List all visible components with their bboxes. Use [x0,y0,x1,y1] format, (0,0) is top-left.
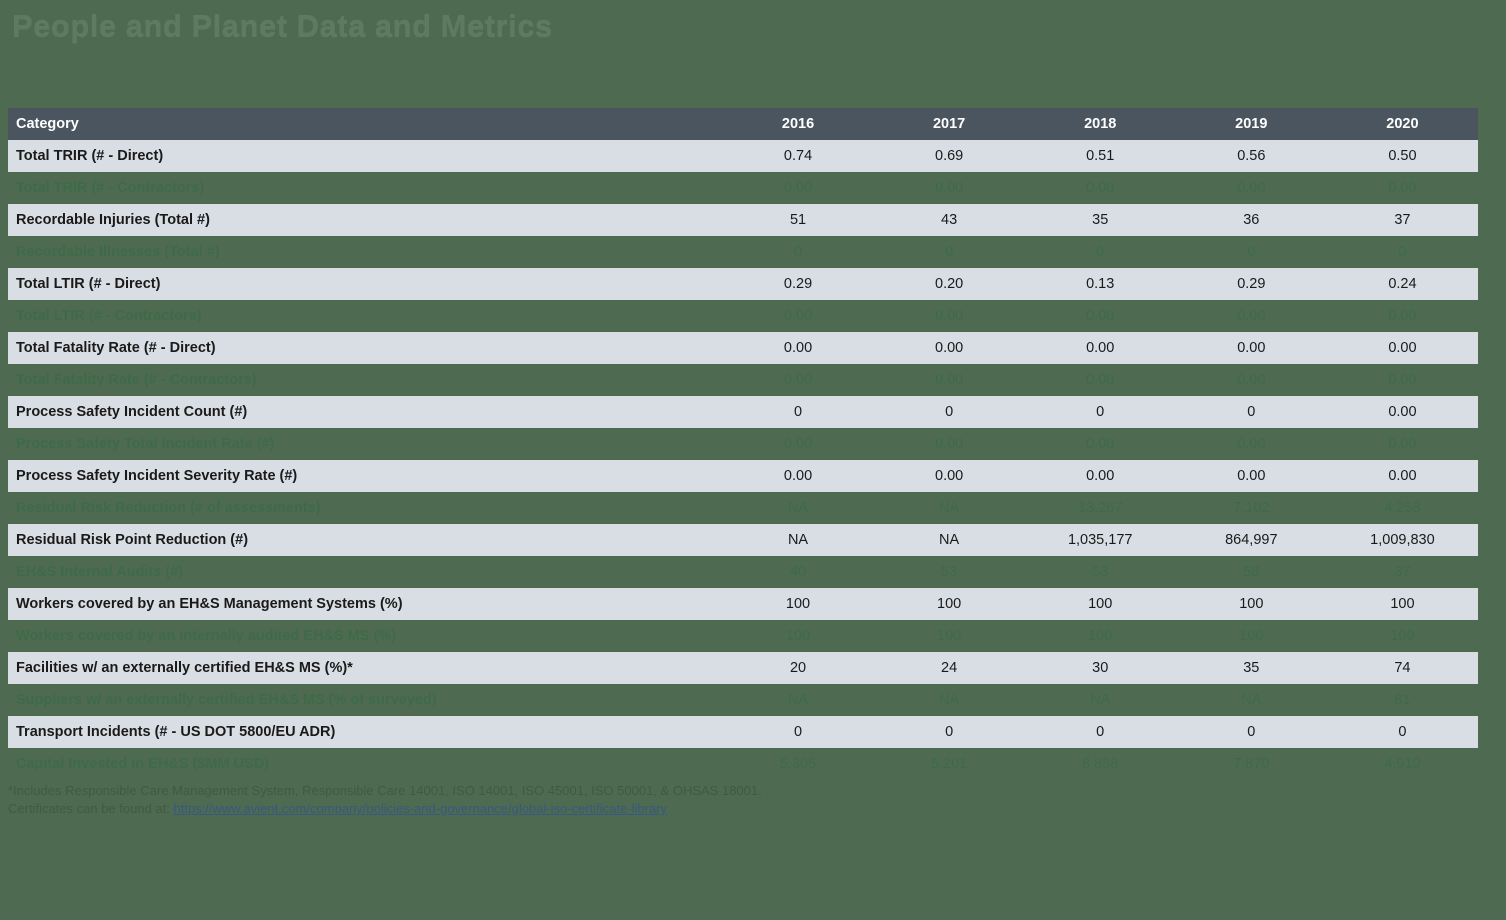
row-value-cell: 0 [874,396,1025,428]
row-value-cell: NA [874,492,1025,524]
table-row [8,556,1478,588]
row-value-cell: 0 [722,716,873,748]
table-row [8,588,1478,620]
row-value-cell: 0.00 [874,172,1025,204]
row-category-label: Process Safety Total Incident Rate (#) [8,428,722,460]
table-header [8,108,1478,140]
row-value-cell: 0 [1176,236,1327,268]
row-value-cell: 0.00 [1327,364,1478,396]
table-row [8,332,1478,364]
row-value-cell: 0.00 [874,460,1025,492]
row-value-cell: 0.00 [1327,332,1478,364]
table-row [8,428,1478,460]
row-value-cell: 37 [1327,556,1478,588]
row-category-label: Workers covered by an EH&S Management Systems (%) [8,588,722,620]
row-value-cell: NA [722,684,873,716]
row-category-label: Facilities w/ an externally certified EH&S MS (%)* [8,652,722,684]
row-category-label: Capital Invested in EH&S ($MM USD) [8,748,722,780]
row-value-cell: 0.00 [874,364,1025,396]
table-row [8,684,1478,716]
row-value-cell: 0.29 [1176,268,1327,300]
row-value-cell: 0.00 [874,332,1025,364]
row-value-cell: 5.201 [874,748,1025,780]
row-value-cell: 0 [722,236,873,268]
row-value-cell: 0.74 [722,140,873,172]
row-value-cell: 100 [722,588,873,620]
row-category-label: Residual Risk Point Reduction (#) [8,524,722,556]
table-row [8,172,1478,204]
row-value-cell: 0.00 [1327,300,1478,332]
row-category-label: Workers covered by an internally audited EH&S MS (%) [8,620,722,652]
row-value-cell: 100 [874,588,1025,620]
row-value-cell: 100 [722,620,873,652]
footnotes [8,782,1108,818]
table-row [8,396,1478,428]
row-value-cell: 20 [722,652,873,684]
row-value-cell: 0.00 [1327,428,1478,460]
table-row [8,268,1478,300]
table-row [8,204,1478,236]
row-category-label: Transport Incidents (# - US DOT 5800/EU ADR) [8,716,722,748]
footnote-line-2 [8,800,1108,818]
row-value-cell: 0.00 [1025,332,1176,364]
row-value-cell: 0 [874,716,1025,748]
row-category-label: Recordable Injuries (Total #) [8,204,722,236]
column-header-2019: 2019 [1176,108,1327,140]
row-category-label: Residual Risk Reduction (# of assessments) [8,492,722,524]
row-value-cell: 51 [722,204,873,236]
row-value-cell: 0 [722,396,873,428]
row-value-cell: 4,258 [1327,492,1478,524]
row-value-cell: 100 [1327,588,1478,620]
column-header-2018: 2018 [1025,108,1176,140]
row-value-cell: 0.00 [1025,172,1176,204]
table-body [8,140,1478,780]
row-value-cell: 0.00 [1176,460,1327,492]
row-value-cell: 0.00 [722,364,873,396]
row-value-cell: 100 [1176,588,1327,620]
row-value-cell: 0.00 [1176,428,1327,460]
table-row [8,524,1478,556]
row-value-cell: 0.69 [874,140,1025,172]
row-category-label: Process Safety Incident Severity Rate (#) [8,460,722,492]
row-value-cell: 0.50 [1327,140,1478,172]
row-value-cell: 0 [1025,396,1176,428]
column-header-2017: 2017 [874,108,1025,140]
row-category-label: Total LTIR (# - Contractors) [8,300,722,332]
row-value-cell: 13,267 [1025,492,1176,524]
column-header-2016: 2016 [722,108,873,140]
row-value-cell: 43 [874,204,1025,236]
row-value-cell: 0.00 [722,460,873,492]
row-value-cell: 100 [874,620,1025,652]
row-category-label: Total Fatality Rate (# - Contractors) [8,364,722,396]
row-value-cell: 0.00 [874,428,1025,460]
row-value-cell: NA [874,524,1025,556]
table-row [8,364,1478,396]
row-value-cell: 37 [1327,204,1478,236]
table-header-row [8,108,1478,140]
row-value-cell: 100 [1176,620,1327,652]
row-value-cell: 58 [1176,556,1327,588]
row-value-cell: 0 [1176,396,1327,428]
table-row [8,460,1478,492]
metrics-table [8,108,1478,780]
row-value-cell: 53 [874,556,1025,588]
row-category-label: EH&S Internal Audits (#) [8,556,722,588]
row-value-cell: 1,009,830 [1327,524,1478,556]
page-title: People and Planet Data and Metrics [12,8,553,43]
row-value-cell: 0.00 [1176,332,1327,364]
row-value-cell: 0.00 [1176,172,1327,204]
footnote-line-1: *Includes Responsible Care Management System, Responsible Care 14001, ISO 14001, ISO 45001, ISO 50001, & OHSAS 18001. [8,783,762,798]
row-value-cell: 0.56 [1176,140,1327,172]
row-value-cell: 0.00 [874,300,1025,332]
row-value-cell: 100 [1025,588,1176,620]
row-category-label: Total TRIR (# - Direct) [8,140,722,172]
row-value-cell: 53 [1025,556,1176,588]
row-value-cell: 35 [1176,652,1327,684]
row-value-cell: 0.20 [874,268,1025,300]
row-value-cell: 0.00 [1327,396,1478,428]
row-value-cell: 24 [874,652,1025,684]
row-value-cell: 0.24 [1327,268,1478,300]
row-value-cell: 0.00 [722,332,873,364]
row-value-cell: 81 [1327,684,1478,716]
row-value-cell: 8.858 [1025,748,1176,780]
row-value-cell: 4.910 [1327,748,1478,780]
row-value-cell: 864,997 [1176,524,1327,556]
row-value-cell: 0.00 [1025,300,1176,332]
row-value-cell: 0.00 [1327,460,1478,492]
row-value-cell: 0.51 [1025,140,1176,172]
table-row [8,300,1478,332]
row-value-cell: 0.00 [722,300,873,332]
footnote-link-prefix: Certificates can be found at: [8,801,174,816]
row-category-label: Total Fatality Rate (# - Direct) [8,332,722,364]
row-value-cell: 0 [1176,716,1327,748]
row-value-cell: 0.29 [722,268,873,300]
row-category-label: Total TRIR (# - Contractors) [8,172,722,204]
row-value-cell: 100 [1327,620,1478,652]
row-value-cell: 35 [1025,204,1176,236]
table-row [8,748,1478,780]
row-value-cell: 0.00 [1176,300,1327,332]
row-value-cell: 7,102 [1176,492,1327,524]
row-value-cell: 0.00 [1025,460,1176,492]
row-value-cell: 100 [1025,620,1176,652]
row-value-cell: 0 [874,236,1025,268]
row-value-cell: 0.00 [1176,364,1327,396]
row-category-label: Recordable Illnesses (Total #) [8,236,722,268]
row-value-cell: NA [874,684,1025,716]
table-row [8,716,1478,748]
iso-certificate-library-link[interactable]: https://www.avient.com/company/policies-and-governance/global-iso-certificate-library [173,801,667,816]
row-value-cell: 1,035,177 [1025,524,1176,556]
row-value-cell: NA [1025,684,1176,716]
row-value-cell: 0.13 [1025,268,1176,300]
row-value-cell: 36 [1176,204,1327,236]
row-value-cell: 0 [1025,236,1176,268]
metrics-table-container [8,108,1478,780]
row-value-cell: NA [722,492,873,524]
row-value-cell: 30 [1025,652,1176,684]
row-value-cell: 0 [1327,236,1478,268]
row-value-cell: NA [722,524,873,556]
table-row [8,492,1478,524]
row-value-cell: 0 [1327,716,1478,748]
row-value-cell: 0 [1025,716,1176,748]
row-value-cell: 0.00 [1025,428,1176,460]
row-value-cell: 5.305 [722,748,873,780]
row-category-label: Total LTIR (# - Direct) [8,268,722,300]
row-value-cell: 40 [722,556,873,588]
row-value-cell: 7.870 [1176,748,1327,780]
row-value-cell: NA [1176,684,1327,716]
row-value-cell: 74 [1327,652,1478,684]
table-row [8,620,1478,652]
row-category-label: Process Safety Incident Count (#) [8,396,722,428]
table-row [8,140,1478,172]
column-header-category: Category [8,108,722,140]
row-category-label: Suppliers w/ an externally certified EH&S MS (% of surveyed) [8,684,722,716]
row-value-cell: 0.00 [722,428,873,460]
row-value-cell: 0.00 [722,172,873,204]
column-header-2020: 2020 [1327,108,1478,140]
row-value-cell: 0.00 [1327,172,1478,204]
table-row [8,652,1478,684]
row-value-cell: 0.00 [1025,364,1176,396]
table-row [8,236,1478,268]
